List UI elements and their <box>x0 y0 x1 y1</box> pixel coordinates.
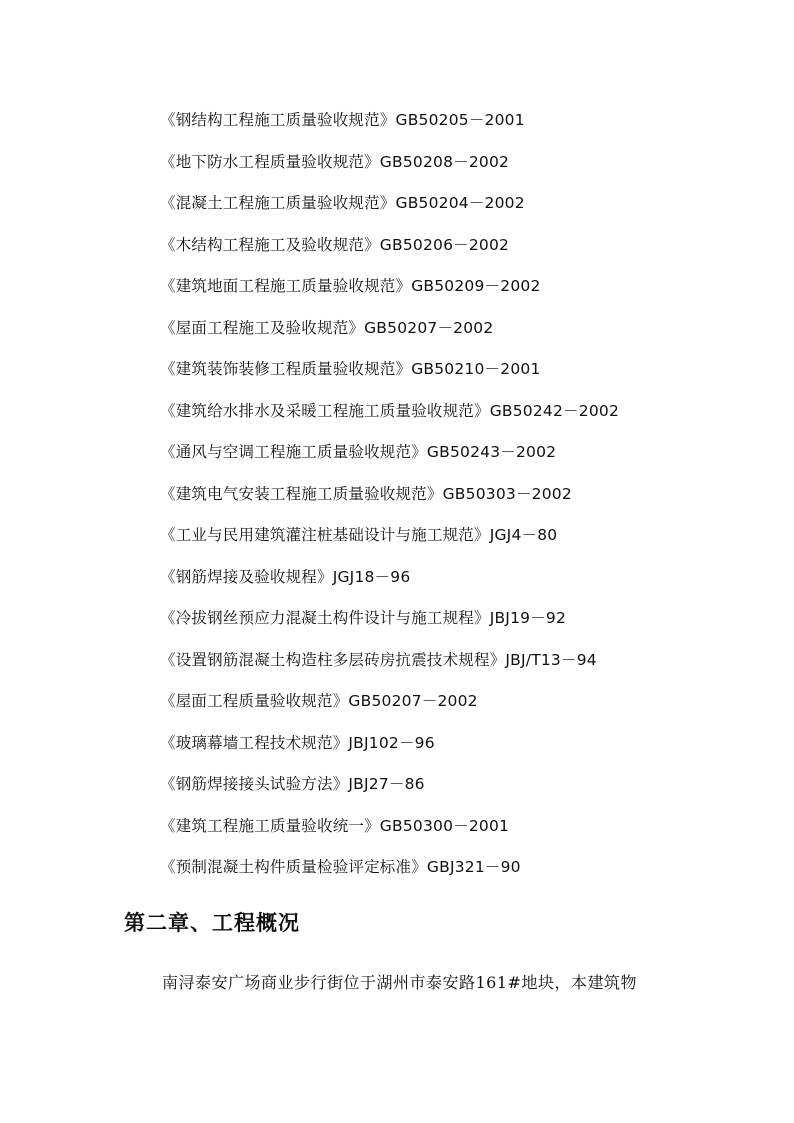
reference-item: 《通风与空调工程施工质量验收规范》GB50243－2002 <box>160 443 557 461</box>
reference-item: 《建筑电气安装工程施工质量验收规范》GB50303－2002 <box>160 484 572 503</box>
reference-item: 《建筑装饰装修工程质量验收规范》GB50210－2001 <box>160 360 541 378</box>
reference-item: 《预制混凝土构件质量检验评定标准》GBJ321－90 <box>160 858 521 876</box>
reference-item: 《建筑工程施工质量验收统一》GB50300－2001 <box>160 816 510 835</box>
reference-item: 《设置钢筋混凝土构造柱多层砖房抗震技术规程》JBJ/T13－94 <box>160 650 597 669</box>
reference-item: 《建筑地面工程施工质量验收规范》GB50209－2002 <box>160 277 541 295</box>
reference-item: 《建筑给水排水及采暖工程施工质量验收规范》GB50242－2002 <box>160 401 620 420</box>
reference-list <box>160 108 619 897</box>
reference-item: 《钢筋焊接及验收规程》JGJ18－96 <box>160 567 411 586</box>
reference-item: 《钢结构工程施工质量验收规范》GB50205－2001 <box>160 111 525 129</box>
reference-item: 《木结构工程施工及验收规范》GB50206－2002 <box>160 235 510 254</box>
reference-item: 《玻璃幕墙工程技术规范》JBJ102－96 <box>160 733 435 752</box>
chapter-heading: 第二章、工程概况 <box>124 910 300 935</box>
reference-item: 《混凝土工程施工质量验收规范》GB50204－2002 <box>160 194 525 212</box>
reference-item: 《钢筋焊接接头试验方法》JBJ27－86 <box>160 775 425 793</box>
reference-item: 《屋面工程质量验收规范》GB50207－2002 <box>160 692 478 710</box>
body-paragraph: 南浔泰安广场商业步行街位于湖州市泰安路161#地块，本建筑物 <box>162 973 637 992</box>
reference-item: 《地下防水工程质量验收规范》GB50208－2002 <box>160 152 510 171</box>
reference-item: 《屋面工程施工及验收规范》GB50207－2002 <box>160 318 494 337</box>
reference-item: 《冷拔钢丝预应力混凝土构件设计与施工规程》JBJ19－92 <box>160 609 567 627</box>
reference-item: 《工业与民用建筑灌注桩基础设计与施工规范》JGJ4－80 <box>160 526 558 544</box>
